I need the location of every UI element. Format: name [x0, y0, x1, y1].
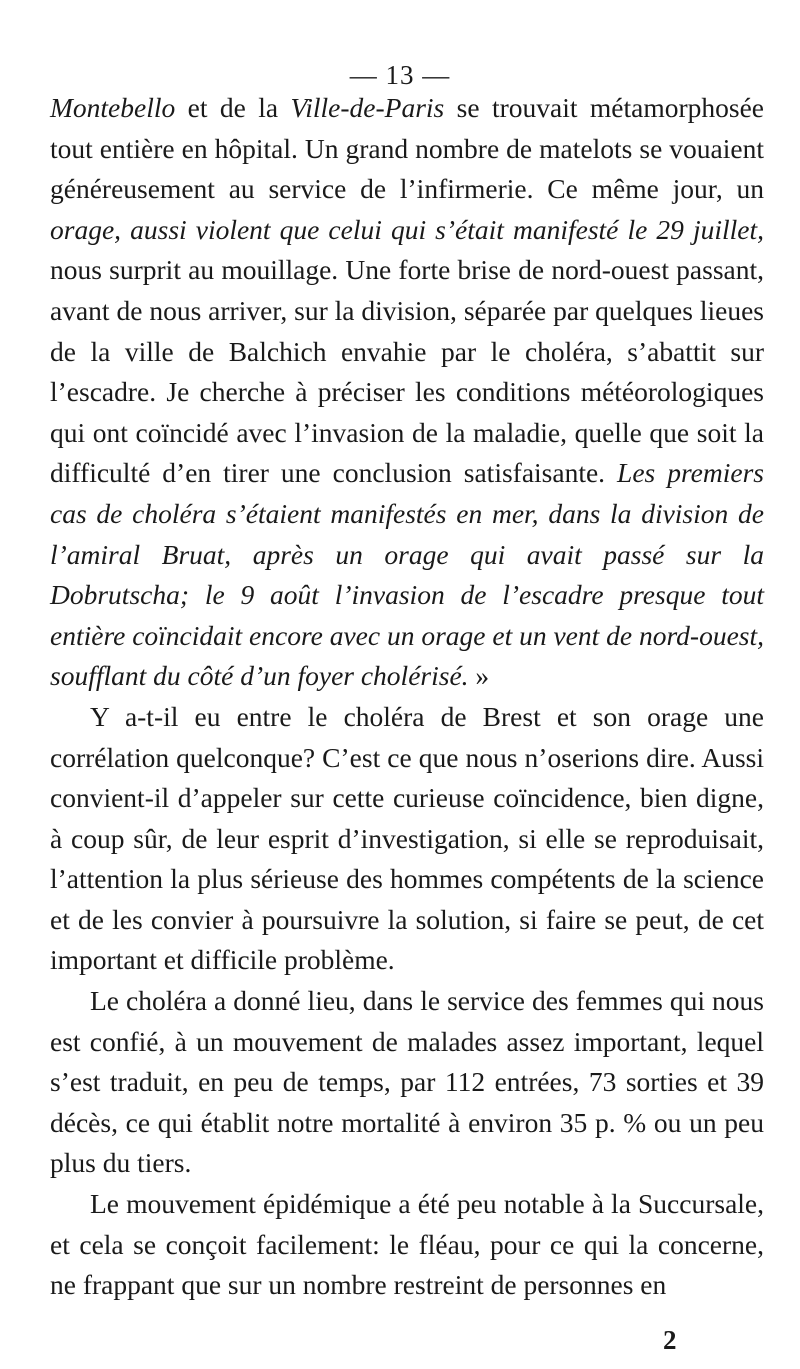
text-segment: Les premiers cas de choléra s’étaient manifestés en mer, dans la division de l’amiral Bruat, après un orage qui avait passé sur la Dobrutscha; le 9 août l’invasion de l’escadre presque tout entière coïncidait encore avec un orage et un vent de nord-ouest, soufflant du côté d’un foyer cholérisé.	[50, 457, 764, 692]
page-number: — 13 —	[349, 60, 451, 90]
text-segment: et de la	[175, 92, 291, 123]
text-segment: Le mouvement épidémique a été peu notable à la Succursale, et cela se conçoit facilement: le fléau, pour ce qui la concerne, ne frappant que sur un nombre restreint de personnes en	[50, 1188, 764, 1301]
text-segment: nous surprit au mouillage. Une forte brise de nord-ouest passant, avant de nous arriver, sur la division, séparée par quelques lieues de la ville de Balchich envahie par le choléra, s’abattit sur l’escadre. Je cherche à préciser les conditions météorologiques qui ont coïncidé avec l’invasion de la maladie, quelle que soit la difficulté d’en tirer une conclusion satisfaisante.	[50, 254, 764, 489]
text-segment: Y a-t-il eu entre le choléra de Brest et son orage une corrélation quelconque? C’est ce que nous n’oserions dire. Aussi convient-il d’appeler sur cette curieuse coïncidence, bien digne, à coup sûr, de leur esprit d’investigation, si elle se reproduisait, l’attention la plus sérieuse des hommes compétents de la science et de les convier à poursuivre la solution, si faire se peut, de cet important et difficile problème.	[50, 700, 764, 976]
body-text	[50, 88, 764, 1306]
paragraph-3	[50, 981, 764, 1184]
paragraph-4	[50, 1184, 764, 1306]
text-segment: Le choléra a donné lieu, dans le service des femmes qui nous est confié, à un mouvement de malades assez important, lequel s’est traduit, en peu de temps, par 112 entrées, 73 sorties et 39 décès, ce qui établit notre mortalité à environ 35 p. % ou un peu plus du tiers.	[50, 985, 764, 1179]
paragraph-2	[50, 697, 764, 981]
signature-mark: 2	[663, 1325, 677, 1355]
text-segment: »	[468, 660, 490, 692]
paragraph-1	[50, 88, 764, 697]
text-segment: se trouvait métamorphosée tout entière en hôpital. Un grand nombre de matelots se vouaient généreusement au service de l’infirmerie. Ce même jour, un	[50, 92, 764, 205]
text-segment: Ville-de-Paris	[290, 92, 445, 123]
text-segment: Montebello	[50, 92, 176, 123]
text-segment: orage, aussi violent que celui qui s’était manifesté le 29 juillet,	[50, 213, 764, 245]
